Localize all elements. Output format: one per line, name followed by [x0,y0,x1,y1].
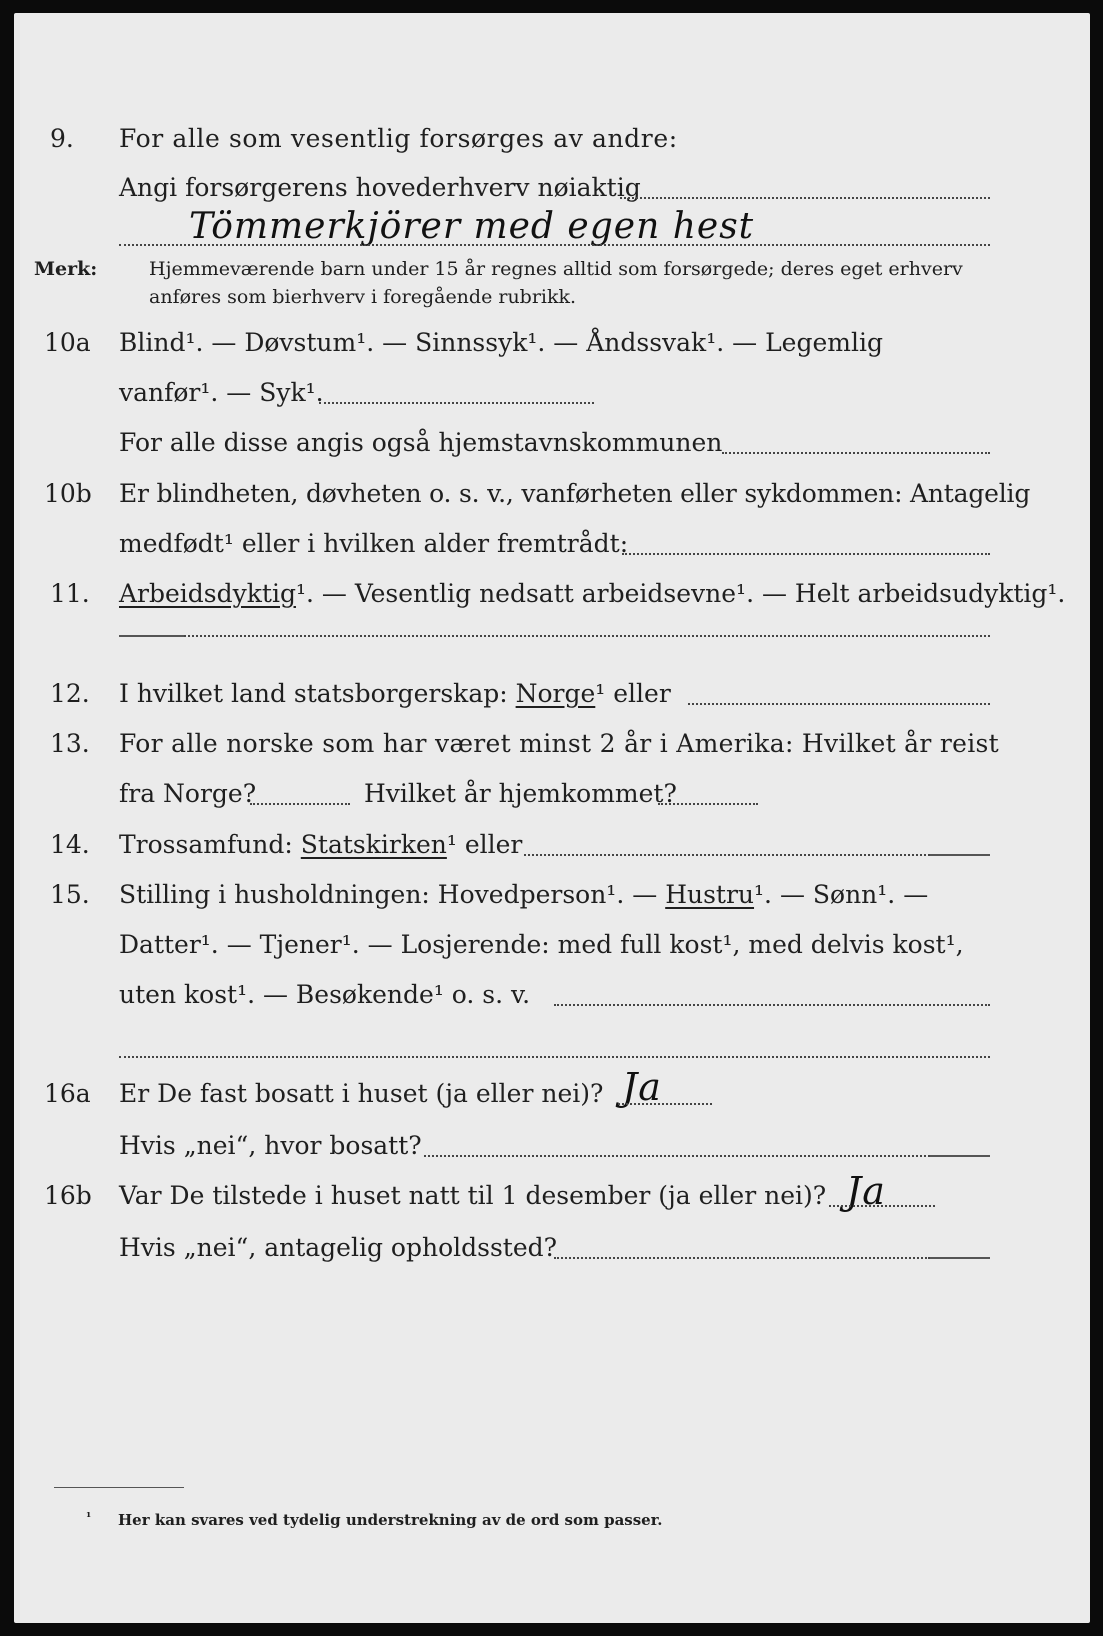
q11-answer-line [184,635,990,637]
footnote-rule [54,1487,184,1488]
q13-number: 13. [50,729,90,758]
q16b-answer-line [829,1205,935,1207]
q12-underlined-option[interactable]: Norge [515,679,596,708]
merk-label: Merk: [34,258,98,280]
q16b-opholdssted-line [554,1257,930,1259]
q14-text [119,830,522,860]
q10a-line2: vanfør¹. — Syk¹. [119,378,324,407]
q9-number: 9. [50,124,74,153]
q10a-syk-line [319,402,594,404]
q16b-line2: Hvis „nei“, antagelig opholdssted? [119,1233,558,1262]
q16b-handwritten-answer[interactable]: Ja [846,1169,886,1213]
q12-number: 12. [50,679,90,708]
q14-line [524,854,930,856]
merk-line1: Hjemmeværende barn under 15 år regnes alltid som forsørgede; deres eget erhverv [149,258,963,280]
footnote-mark: ¹ [86,1510,92,1524]
q14-question: Trossamfund: [119,830,293,859]
q16a-line2: Hvis „nei“, hvor bosatt? [119,1131,422,1160]
q9-answer-line [119,244,990,246]
q16a-rule-end [930,1155,990,1157]
q14-rule-end [930,854,990,856]
q16a-line1: Er De fast bosatt i huset (ja eller nei)? [119,1079,604,1108]
q12-text [119,679,671,709]
footnote-text: Her kan svares ved tydelig understrekning av de ord som passer. [118,1511,663,1529]
q16b-line1: Var De tilstede i huset natt til 1 desember (ja eller nei)? [119,1181,827,1210]
q15-answer-line [119,1056,990,1058]
q16b-rule-end [930,1257,990,1259]
q16a-handwritten-answer[interactable]: Ja [622,1065,662,1109]
q11-number: 11. [50,579,90,608]
q15-line [554,1004,990,1006]
q10b-line2: medfødt¹ eller i hvilken alder fremtrådt: [119,529,629,558]
q15-line1b: ¹. — Sønn¹. — [754,880,929,909]
q14-underlined-option[interactable]: Statskirken [300,830,447,859]
q10a-kommune-line [722,452,990,454]
form-page [14,13,1090,1623]
q15-line2: Datter¹. — Tjener¹. — Losjerende: med full kost¹, med delvis kost¹, [119,930,964,959]
q9-dotted-line [620,197,990,199]
q12-line [688,703,990,705]
q9-line1: For alle som vesentlig forsørges av andre: [119,124,678,153]
q10b-line1: Er blindheten, døvheten o. s. v., vanførheten eller sykdommen: Antagelig [119,479,1031,508]
q12-rest: ¹ eller [595,679,671,708]
q13-hjemkommet-line [658,803,758,805]
q10b-alder-line [622,553,990,555]
merk-line2: anføres som bierhverv i foregående rubrikk. [149,286,577,308]
q10a-line1: Blind¹. — Døvstum¹. — Sinnssyk¹. — Åndssvak¹. — Legemlig [119,328,883,357]
q15-line3: uten kost¹. — Besøkende¹ o. s. v. [119,980,531,1009]
q10a-line3: For alle disse angis også hjemstavnskommunen [119,428,723,457]
q15-number: 15. [50,880,90,909]
q14-number: 14. [50,830,90,859]
q16b-number: 16b [44,1181,92,1210]
q15-line1 [119,880,928,910]
q13-line1: For alle norske som har været minst 2 år i Amerika: Hvilket år reist [119,729,1000,758]
q11-underlined-option[interactable]: Arbeidsdyktig [119,579,296,608]
q16a-answer-line [618,1103,712,1105]
q9-line2: Angi forsørgerens hovederhverv nøiaktig [119,173,641,202]
q13-line2a: fra Norge? [119,779,257,808]
q9-handwritten-answer[interactable]: Tömmerkjörer med egen hest [189,206,755,247]
q13-line2b: Hvilket år hjemkommet? [364,779,677,808]
q16a-bosatt-line [424,1155,930,1157]
q11-text [119,579,1065,609]
q14-rest: ¹ eller [446,830,523,859]
q16a-number: 16a [44,1079,91,1108]
q15-underlined-option[interactable]: Hustru [665,880,755,909]
q15-line1a: Stilling i husholdningen: Hovedperson¹. — [119,880,658,909]
q11-rest: ¹. — Vesentlig nedsatt arbeidsevne¹. — Helt arbeidsudyktig¹. [295,579,1066,608]
q13-reist-line [250,803,350,805]
q12-question: I hvilket land statsborgerskap: [119,679,508,708]
q11-short-rule [119,635,184,637]
q10a-number: 10a [44,328,91,357]
q10b-number: 10b [44,479,92,508]
